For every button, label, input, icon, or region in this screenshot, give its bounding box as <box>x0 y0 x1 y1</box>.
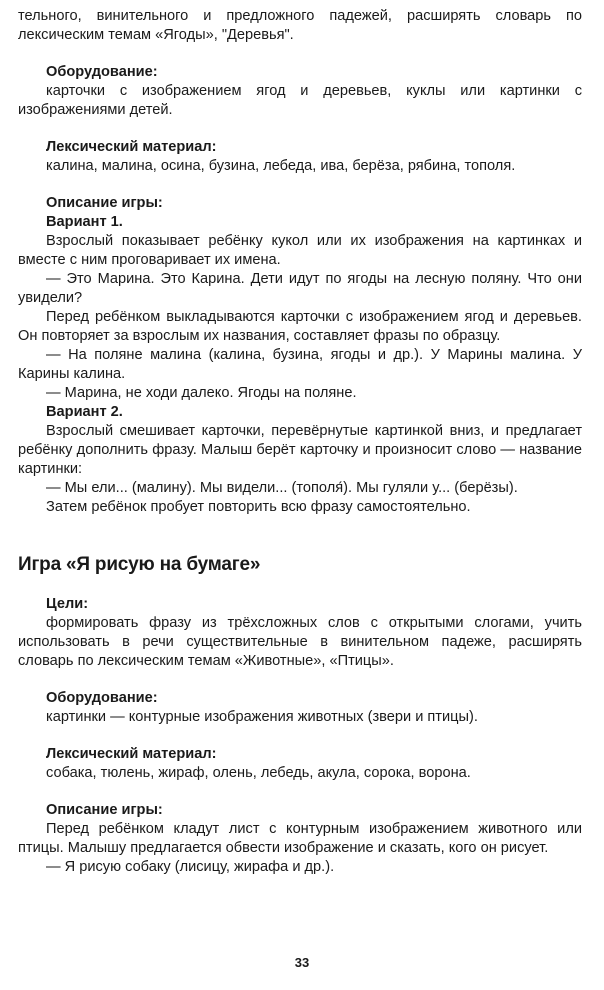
variant2-paragraph: Взрослый смешивает карточки, перевёрнутые картинкой вниз, и предлагает ребёнку дополнить фразу. Малыш берёт карточку и произносит слово — название картинки: <box>18 423 582 477</box>
equipment-text: картинки — контурные изображения животных (звери и птицы). <box>46 709 478 725</box>
variant2-heading: Вариант 2. <box>46 404 123 420</box>
description-heading: Описание игры: <box>46 195 163 211</box>
lexical-heading: Лексический материал: <box>46 139 217 155</box>
goals-heading: Цели: <box>46 596 89 612</box>
variant1-paragraph: Перед ребёнком выкладываются карточки с изображением ягод и деревьев. Он повторяет за взрослым их названия, составляет фразы по образцу. <box>18 309 582 344</box>
equipment-text: карточки с изображением ягод и деревьев, куклы или картинки с изображениями детей. <box>18 83 582 118</box>
lexical-heading: Лексический материал: <box>46 746 217 762</box>
equipment-heading: Оборудование: <box>46 64 158 80</box>
game-title: Игра «Я рисую на бумаге» <box>18 554 261 575</box>
variant1-paragraph: — Марина, не ходи далеко. Ягоды на поляне. <box>46 385 357 401</box>
description-paragraph: — Я рисую собаку (лисицу, жирафа и др.). <box>46 859 335 875</box>
variant2-paragraph: — Мы ели... (малину). Мы видели... (тополя́). Мы гуляли у... (берёзы). <box>46 480 518 496</box>
variant1-paragraph: — На поляне малина (калина, бузина, ягоды и др.). У Марины малина. У Карины калина. <box>18 347 582 382</box>
variant1-paragraph: — Это Марина. Это Карина. Дети идут по ягоды на лесную поляну. Что они увидели? <box>18 271 582 306</box>
page-number: 33 <box>294 955 310 970</box>
variant1-heading: Вариант 1. <box>46 214 123 230</box>
variant2-paragraph: Затем ребёнок пробует повторить всю фразу самостоятельно. <box>46 499 471 515</box>
goals-text: формировать фразу из трёхсложных слов с открытыми слогами, учить использовать в речи существительные в винительном падеже, расширять словарь по лексическим темам «Животные», «Птицы». <box>18 615 582 669</box>
lexical-text: собака, тюлень, жираф, олень, лебедь, акула, сорока, ворона. <box>46 765 471 781</box>
description-heading: Описание игры: <box>46 802 163 818</box>
variant1-paragraph: Взрослый показывает ребёнку кукол или их изображения на картинках и вместе с ним проговаривает их имена. <box>18 233 582 268</box>
intro-continued-text: тельного, винительного и предложного падежей, расширять словарь по лексическим темам «Ягоды», "Деревья". <box>18 8 582 43</box>
equipment-heading: Оборудование: <box>46 690 158 706</box>
description-paragraph: Перед ребёнком кладут лист с контурным изображением животного или птицы. Малышу предлагается обвести изображение и сказать, кого он рисует. <box>18 821 582 856</box>
lexical-text: калина, малина, осина, бузина, лебеда, ива, берёза, рябина, тополя. <box>46 158 516 174</box>
